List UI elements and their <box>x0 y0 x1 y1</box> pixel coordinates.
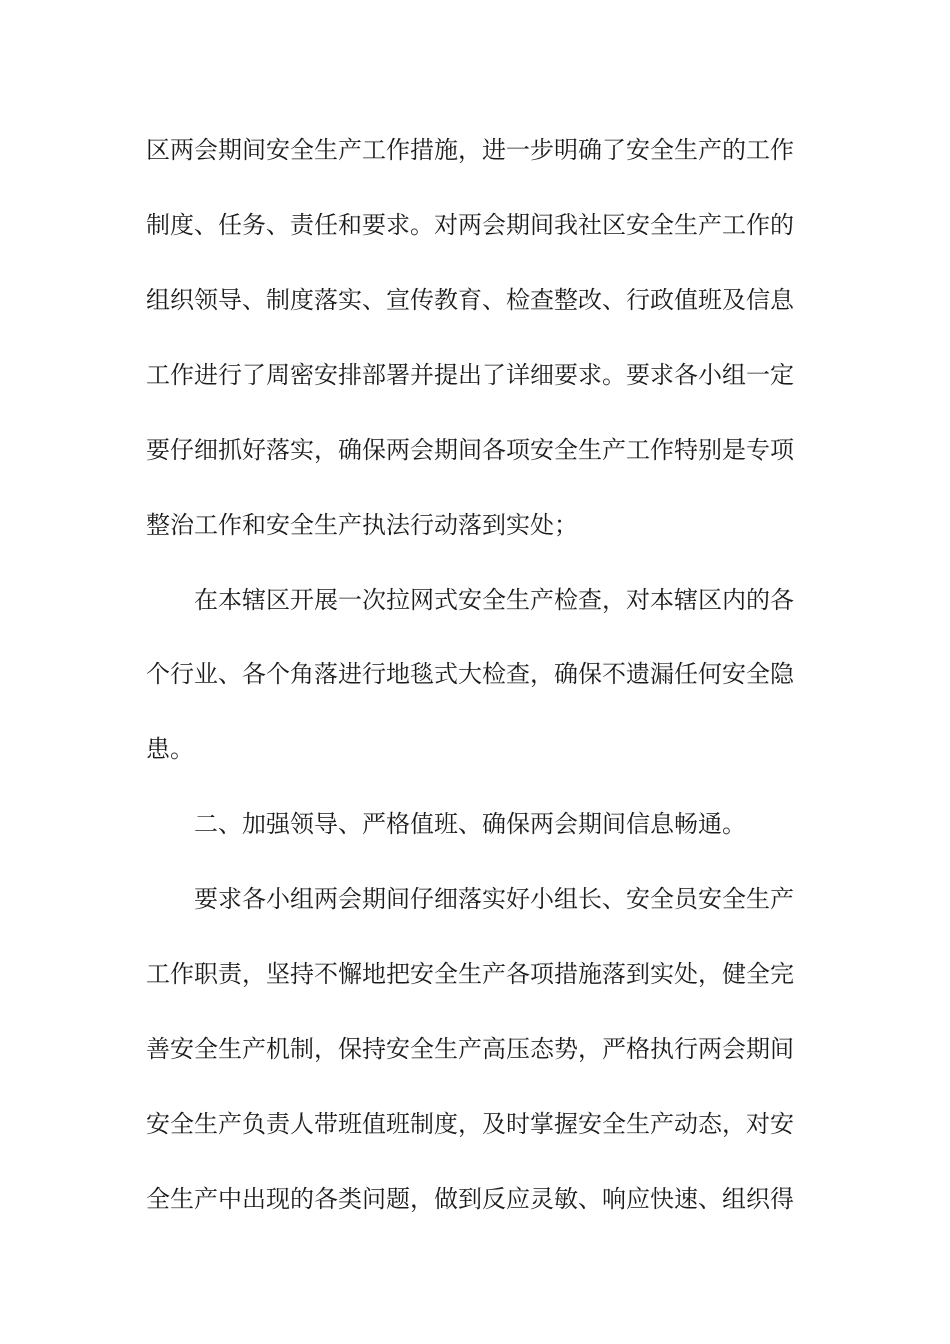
text-line: 工作职责，坚持不懈地把安全生产各项措施落到实处，健全完 <box>146 960 794 988</box>
text-line: 全生产中出现的各类问题，做到反应灵敏、响应快速、组织得 <box>146 1185 794 1213</box>
text-line: 安全生产负责人带班值班制度，及时掌握安全生产动态，对安 <box>146 1110 794 1138</box>
text-line: 工作进行了周密安排部署并提出了详细要求。要求各小组一定 <box>146 361 794 389</box>
text-line: 区两会期间安全生产工作措施，进一步明确了安全生产的工作 <box>146 136 794 164</box>
text-line: 要仔细抓好落实，确保两会期间各项安全生产工作特别是专项 <box>146 436 794 464</box>
text-line: 组织领导、制度落实、宣传教育、检查整改、行政值班及信息 <box>146 286 794 314</box>
text-line: 个行业、各个角落进行地毯式大检查，确保不遗漏任何安全隐 <box>146 660 794 688</box>
section-heading: 二、加强领导、严格值班、确保两会期间信息畅通。 <box>194 810 746 838</box>
text-line: 患。 <box>146 735 194 763</box>
text-line: 制度、任务、责任和要求。对两会期间我社区安全生产工作的 <box>146 211 794 239</box>
text-line: 在本辖区开展一次拉网式安全生产检查，对本辖区内的各 <box>194 586 794 614</box>
text-line: 整治工作和安全生产执法行动落到实处； <box>146 511 578 539</box>
text-line: 要求各小组两会期间仔细落实好小组长、安全员安全生产 <box>194 885 794 913</box>
text-line: 善安全生产机制，保持安全生产高压态势，严格执行两会期间 <box>146 1035 794 1063</box>
